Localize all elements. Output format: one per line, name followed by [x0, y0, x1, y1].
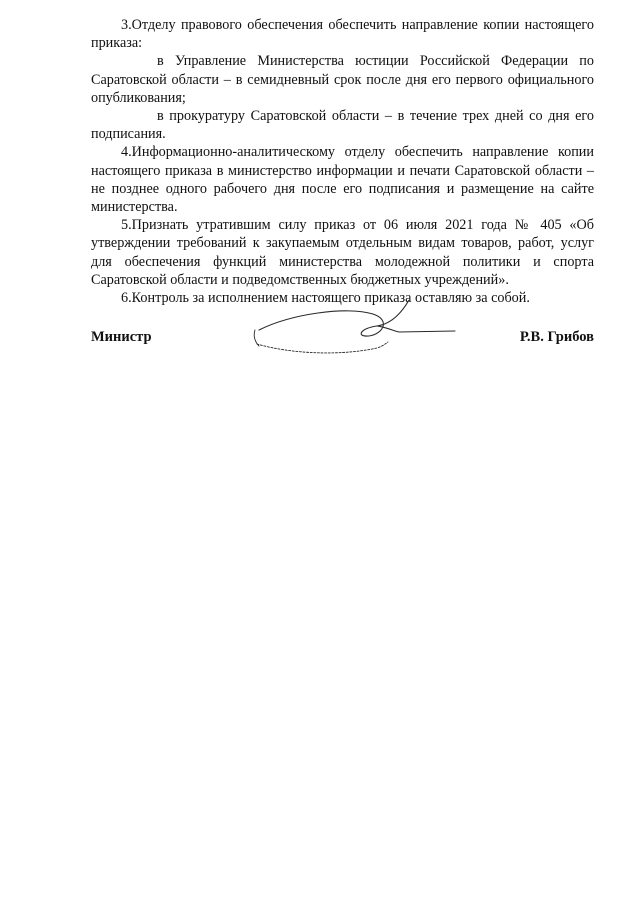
paragraph-3: 3.Отделу правового обеспечения обеспечить направление копии настоящего приказа:: [91, 17, 594, 52]
paragraph-3-prosecutor: в прокуратуру Саратовской области – в течение трех дней со дня его подписания.: [91, 108, 594, 143]
paragraph-5: 5.Признать утратившим силу приказ от 06 июля 2021 года № 405 «Об утверждении требований к закупаемым отдельным видам товаров, работ, услуг для обеспечения функций министерства молодежной политики и спорта Саратовской области и подведомственных бюджетных учреждений».: [91, 217, 594, 288]
signature-icon: [251, 300, 457, 360]
paragraph-6: 6.Контроль за исполнением настоящего приказа оставляю за собой.: [121, 290, 530, 307]
signature-block: [91, 300, 594, 360]
paragraph-4: 4.Информационно-аналитическому отделу обеспечить направление копии настоящего приказа в министерство информации и печати Саратовской области – не позднее одного рабочего дня после его подписания и размещение на сайте министерства.: [91, 144, 594, 216]
minister-title: Министр: [91, 329, 152, 345]
order-text: [91, 16, 594, 307]
minister-name: Р.В. Грибов: [519, 329, 594, 345]
paragraph-3-ministry-justice: в Управление Министерства юстиции Российской Федерации по Саратовской области – в семидневный срок после дня его первого официального опубликования;: [91, 53, 594, 106]
